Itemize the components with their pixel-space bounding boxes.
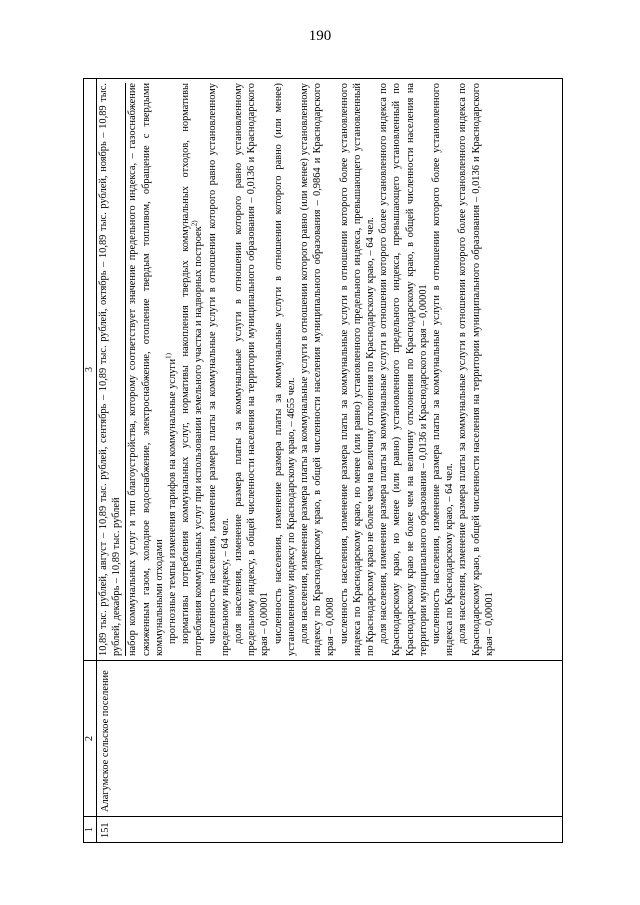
header-col-1: 1 <box>84 817 97 843</box>
header-col-3: 3 <box>84 79 97 661</box>
detail-paragraph <box>377 83 430 656</box>
paragraph-text: доля населения, изменение размера платы за коммунальные услуги в отношении которого равно (или менее) установленному индексу по Краснодарскому краю, в общей численности населения муниципального образования – 0,9864 и Краснодарского края – 0,0008 <box>299 83 337 656</box>
paragraph-text: численность населения, изменение размера платы за коммунальные услуги в отношении которого более установленного индекса по Краснодарскому краю, – 64 чел. <box>431 83 456 656</box>
footnote-marker: 2) <box>190 220 199 227</box>
detail-paragraph <box>206 83 232 656</box>
paragraph-text: набор коммунальных услуг и тип благоустройства, которому соответствует значение предельного индекса, – газоснабжение сжиженным газом, холодное водоснабжение, электроснабжение, отопление твердым топливом, обращение с твердыми коммунальными отходами <box>127 83 165 656</box>
detail-paragraph <box>338 83 378 656</box>
paragraph-text: нормативы потребления коммунальных услуг, нормативы накопления твердых коммунальных отходов, нормативы потребления коммунальных услуг при использовании земельного участка и надворных построек <box>180 83 205 656</box>
paragraph-text: доля населения, изменение размера платы за коммунальные услуги в отношении которого равно установленному предельному индексу, в общей численности населения на территории муниципального образования – 0,0136 и Краснодарского края – 0,00001 <box>233 83 271 656</box>
rotated-table-container <box>83 78 563 843</box>
detail-paragraph <box>298 83 338 656</box>
paragraph-text: прогнозные темпы изменения тарифов на коммунальные услуги <box>167 358 179 644</box>
footnote-marker: 1) <box>164 353 173 359</box>
continuation-text: 10,89 тыс. рублей, август – 10,89 тыс. рублей, сентябрь – 10,89 тыс. рублей, октябрь – 10,89 тыс. рублей, ноябрь – 10,89 тыс. рублей, декабрь – 10,89 тыс. рублей <box>97 83 126 656</box>
detail-paragraph <box>232 83 272 656</box>
detail-paragraph <box>430 83 456 656</box>
paragraph-text: численность населения, изменение размера платы за коммунальные услуги в отношении которого равно установленному предельному индексу, – 64 чел. <box>206 83 231 656</box>
row-details <box>97 79 563 661</box>
table-row <box>97 79 563 843</box>
paragraph-text: численность населения, изменение размера платы за коммунальные услуги в отношении которого более установленного индекса по Краснодарскому краю, но менее (или равно) установленного предельного индекса, превышающего установленный по Краснодарскому краю не более чем на величину отклонения по Краснодарскому краю, – 64 чел. <box>338 83 377 656</box>
detail-paragraph <box>179 83 205 656</box>
settlement-name: Алагумское сельское поселение <box>97 661 563 817</box>
detail-paragraph <box>272 83 298 656</box>
row-number: 151 <box>97 817 563 843</box>
paragraph-text: доля населения, изменение размера платы за коммунальные услуги в отношении которого более установленного индекса по Краснодарскому краю, в общей численности населения на территории муниципального образования – 0,0136 и Краснодарского края – 0,00001 <box>457 83 495 656</box>
paragraph-text: численность населения, изменение размера платы за коммунальные услуги в отношении которого равно (или менее) установленному индексу по Краснодарскому краю, – 4655 чел. <box>272 83 297 656</box>
header-col-2: 2 <box>84 661 97 817</box>
table-header-row <box>84 79 97 843</box>
paragraph-text: доля населения, изменение размера платы за коммунальные услуги в отношении которого более установленного индекса по Краснодарскому краю, но менее (или равно) установленного предельного индекса, превышающего установленный по Краснодарскому краю не более чем на величину отклонения по Краснодарскому краю, в общей численности населения на территории муниципального образования – 0,0136 и Краснодарского края – 0,00001 <box>378 83 429 656</box>
data-table <box>83 78 563 843</box>
detail-paragraph <box>126 83 166 656</box>
page-number: 190 <box>308 28 332 44</box>
detail-paragraph <box>166 83 179 656</box>
detail-paragraph <box>456 83 496 656</box>
details-paragraphs <box>126 83 496 656</box>
